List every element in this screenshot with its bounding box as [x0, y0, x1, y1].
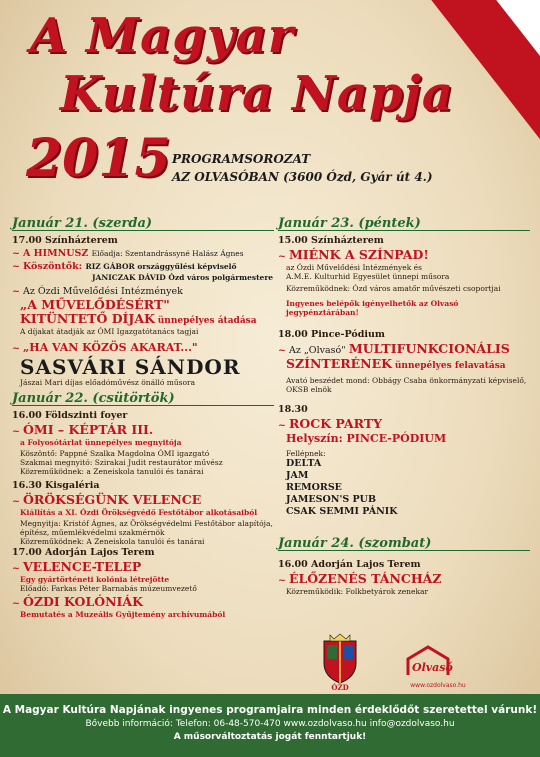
event-time: 16.00 Földszinti foyer	[12, 410, 128, 421]
performer: DELTA	[286, 458, 322, 469]
event-note: az Ózdi Művelődési Intézmények és	[286, 263, 422, 272]
footer-invite: A Magyar Kultúra Napjának ingyenes programjaira minden érdeklődőt szeretettel várunk!	[2, 704, 538, 716]
archive-title: ÓZDI KOLÓNIÁK	[22, 594, 143, 609]
event-title: ~ ÓZDI KOLÓNIÁK	[12, 594, 143, 609]
olvaso-label: Olvasó	[412, 661, 453, 674]
event-greetings: Köszöntők:	[22, 261, 83, 272]
venue-title: MULTIFUNKCIONÁLIS	[348, 341, 510, 356]
event-note: Bemutatés a Muzeális Gyűjtemény archívumából	[20, 610, 226, 619]
title-line-2: Kultúra Napja	[60, 66, 454, 122]
event-intro: Az „Olvasó"	[288, 345, 346, 356]
performer: CSAK SEMMI PÁNIK	[286, 506, 398, 517]
event-time: 17.00 Színházterem	[12, 235, 118, 246]
event-note: a Folyosótárlat ünnepélyes megnyitója	[20, 438, 182, 447]
show-title: „HA VAN KÖZÖS AKARAT..."	[22, 341, 198, 354]
event-time: 18.30	[278, 404, 308, 415]
dance-title: ÉLŐZENÉS TÁNCHÁZ	[288, 571, 442, 586]
event-title: ~ VELENCE-TELEP	[12, 559, 142, 574]
event-note: Előadja: Szentandrássyné Halász Ágnes	[91, 249, 244, 258]
event-time: 17.00 Adorján Lajos Terem	[12, 547, 155, 558]
event-note: Közreműködnek: A Zeneiskola tanulói és tanárai	[20, 537, 205, 546]
event-note: A.M.E. Kulturhid Egyesület ünnepi műsora	[286, 272, 450, 281]
party-title: ROCK PARTY	[288, 416, 382, 431]
event-title: ~ A HIMNUSZ Előadja: Szentandrássyné Halász Ágnes	[12, 248, 244, 259]
event-note: Közreműködnek: Ózd város amatőr művészeti csoportjai	[286, 284, 501, 293]
event-org: Az Ózdi Művelődési Intézmények	[22, 286, 183, 297]
award-title: „A MŰVELŐDÉSÉRT"	[20, 297, 170, 312]
footer-contact: Bővebb információ: Telefon: 06-48-570-470 www.ozdolvaso.hu info@ozdolvaso.hu	[85, 719, 455, 729]
subtitle	[172, 150, 433, 186]
show-title: MIÉNK A SZÍNPAD!	[288, 247, 429, 262]
day-heading: Január 23. (péntek)	[278, 218, 530, 231]
event-note: Köszöntő: Pappné Szalka Magdolna ÓMI igazgató	[20, 449, 210, 458]
event-title: ~ Az Ózdi Művelődési Intézmények	[12, 286, 183, 297]
day-heading: Január 21. (szerda)	[12, 218, 274, 231]
event-title: ~ Köszöntők: RIZ GÁBOR országgyűlési képviselő	[12, 261, 237, 272]
olvaso-logo-icon	[398, 641, 478, 691]
lecture-title: VELENCE-TELEP	[22, 559, 142, 574]
day-heading: Január 24. (szombat)	[278, 538, 530, 551]
venue-line	[278, 357, 530, 372]
event-note: JANICZAK DÁVID Ózd város polgármestere	[92, 273, 274, 282]
event-title: ~ Az „Olvasó" MULTIFUNKCIONÁLIS	[278, 341, 510, 356]
event-note: RIZ GÁBOR országgyűlési képviselő	[85, 262, 237, 271]
event-title: ~ ÖRÖKSÉGÜNK VELENCE	[12, 492, 202, 507]
subtitle-program: PROGRAMSOROZAT	[172, 152, 311, 166]
right-column	[278, 218, 530, 596]
event-himnusz: A HIMNUSZ	[22, 248, 89, 259]
award-tail: ünnepélyes átadása	[157, 316, 257, 326]
event-time: 16.00 Adorján Lajos Terem	[278, 559, 421, 570]
footer-disclaimer: A műsorváltoztatás jogát fenntartjuk!	[173, 732, 367, 742]
day-heading: Január 22. (csütörtök)	[12, 393, 274, 406]
left-column	[12, 218, 274, 619]
event-note: Előadó: Farkas Péter Barnabás múzeumvezető	[20, 584, 197, 593]
year: 2015	[26, 128, 171, 189]
olvaso-url: www.ozdolvaso.hu	[410, 682, 466, 689]
event-note: Közreműködik: Folkbetyárok zenekar	[286, 587, 429, 596]
subtitle-venue: AZ OLVASÓBAN (3600 Ózd, Gyár út 4.)	[172, 170, 433, 184]
title-line-1: A Magyar	[30, 8, 295, 64]
event-title: ~ ÉLŐZENÉS TÁNCHÁZ	[278, 571, 442, 586]
event-note: Szakmai megnyitó: Szirakai Judit restaurátor művész	[20, 458, 223, 467]
performers-label: Fellépnek:	[286, 449, 326, 458]
event-title: ~ MIÉNK A SZÍNPAD!	[278, 247, 429, 262]
event-note: Közreműködnek: a Zeneiskola tanulói és tanárai	[20, 467, 204, 476]
venue-title-2: SZÍNTERÉNEK	[286, 356, 392, 371]
event-time: 16.30 Kisgaléria	[12, 480, 100, 491]
performer: JAM	[286, 470, 309, 481]
event-note: Kiállítás a XI. Ózdi Örökségvédő Festőtábor alkotásaiból	[20, 508, 258, 517]
event-time: 18.00 Pince-Pódium	[278, 329, 385, 340]
event-time: 15.00 Színházterem	[278, 235, 384, 246]
event-note: Jászai Mari díjas előadóművész önálló műsora	[20, 378, 196, 387]
performer: REMORSE	[286, 482, 342, 493]
award-title-2: KITÜNTETŐ DÍJAK	[20, 311, 155, 326]
venue-tail: ünnepélyes felavatása	[394, 361, 506, 371]
event-note: Egy gyártörténeti kolónia létrejötte	[20, 575, 170, 584]
performer: JAMESON'S PUB	[286, 494, 376, 505]
award-line	[12, 312, 274, 327]
crest-label: ÓZD	[331, 683, 349, 691]
exhibit-title: ÖRÖKSÉGÜNK VELENCE	[22, 492, 202, 507]
footer-banner	[0, 694, 540, 757]
ticket-note: Ingyenes belépők igényelhetők az Olvasó jegypénztárában!	[286, 299, 459, 317]
event-note: A díjakat átadják az ÓMI Igazgatótanács tagjai	[20, 327, 199, 336]
event-title: ~ „HA VAN KÖZÖS AKARAT..."	[12, 341, 198, 354]
event-title: ~ ÓMI – KÉPTÁR III.	[12, 422, 154, 437]
ozd-crest-icon	[318, 633, 362, 691]
event-note: Avató beszédet mond: Obbágy Csaba önkormányzati képviselő, OKSB elnök	[286, 376, 527, 394]
party-place: Helyszín: PINCE-PÓDIUM	[286, 432, 447, 445]
event-note: Megnyitja: Kristóf Ágnes, az Örökségvédelmi Festőtábor alapítója, építész, műemlékvédelmi szakmérnök	[20, 519, 273, 537]
exhibit-title: ÓMI – KÉPTÁR III.	[22, 422, 154, 437]
performer-name: SASVÁRI SÁNDOR	[20, 355, 241, 379]
event-title: ~ ROCK PARTY	[278, 416, 382, 431]
